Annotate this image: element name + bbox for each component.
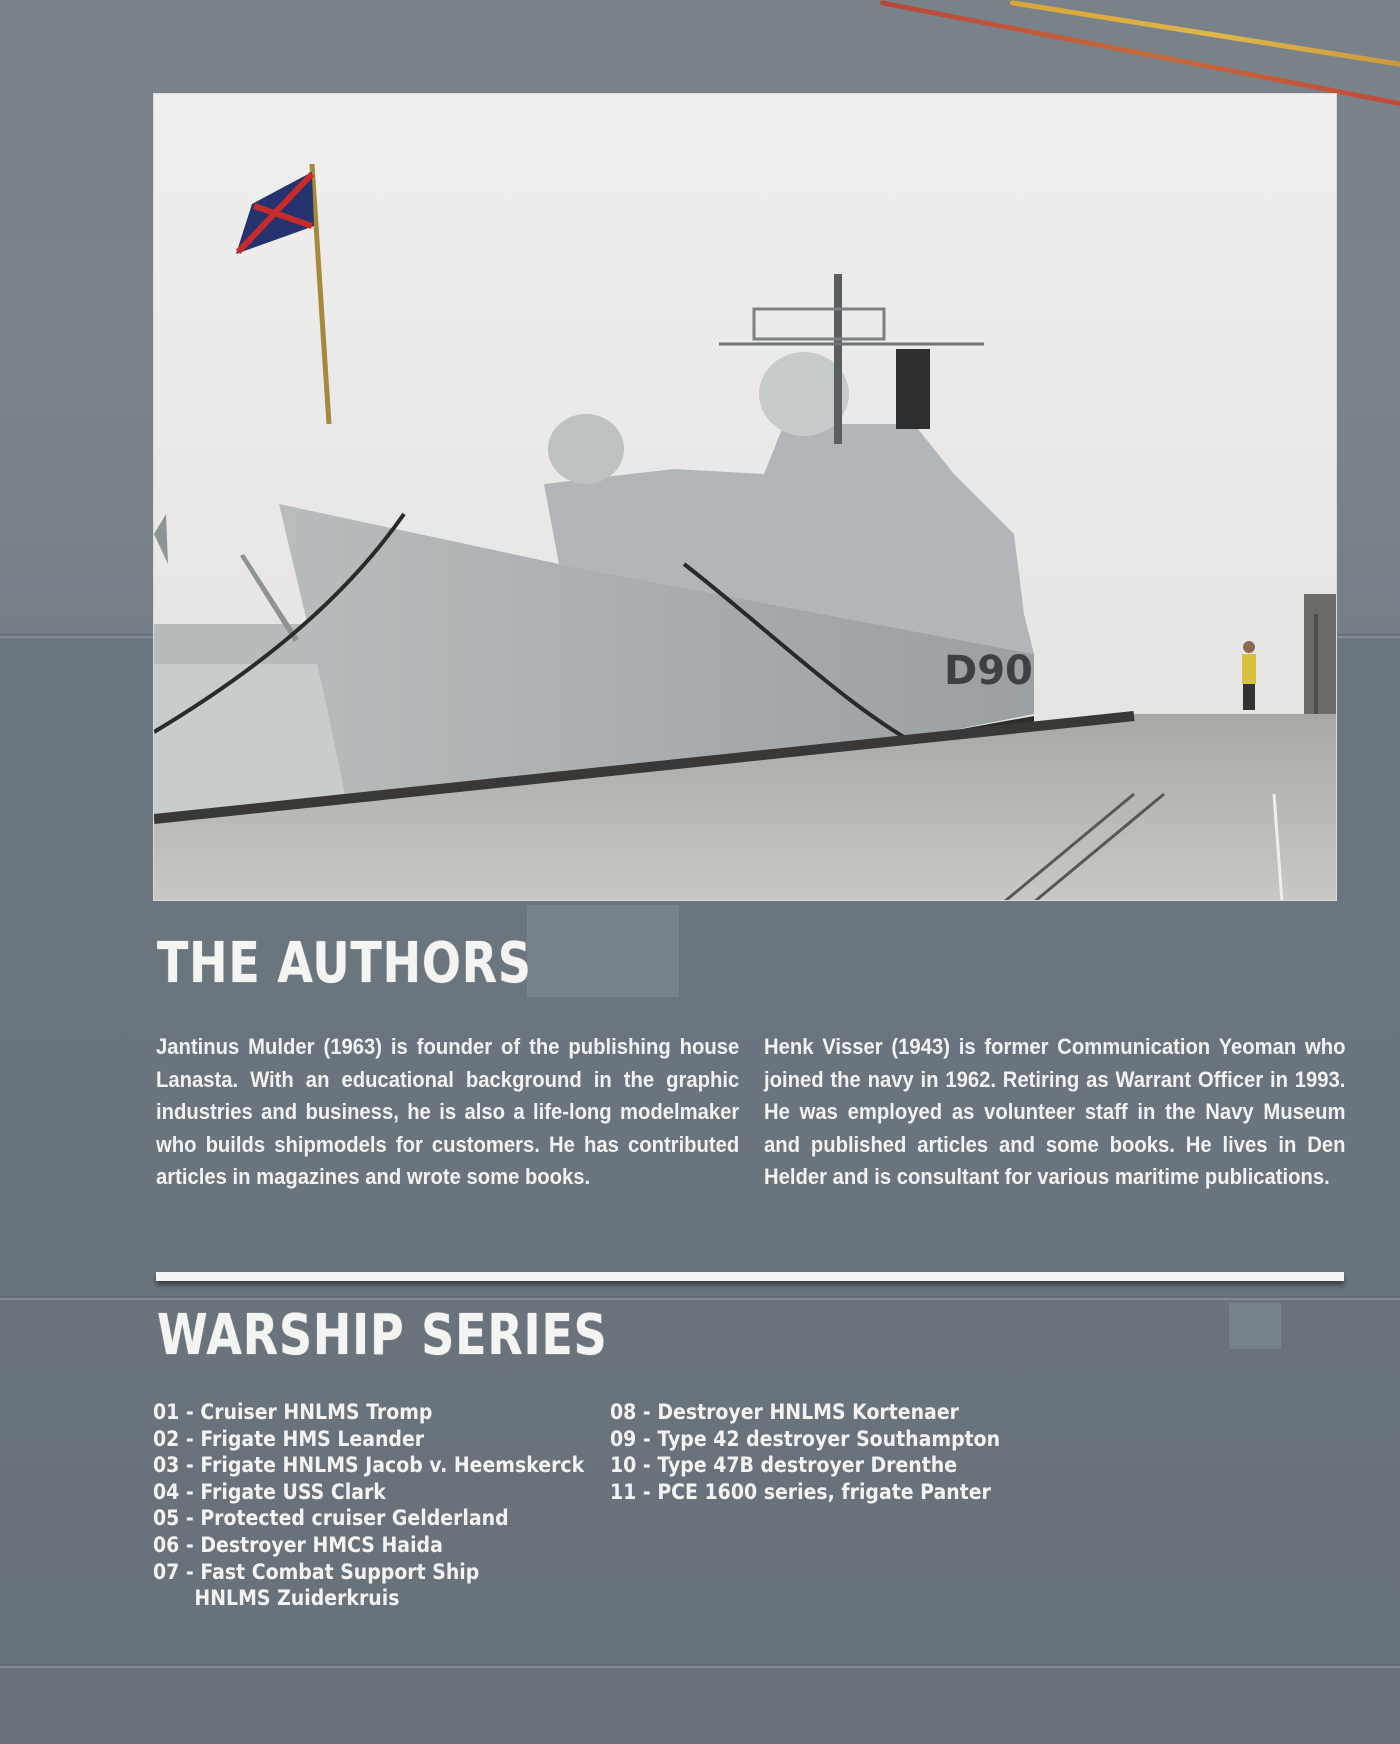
hull-number: D90 [944,648,1033,694]
paint-patch [527,905,679,997]
series-list-left [153,1399,584,1612]
series-list-right [610,1399,1000,1505]
list-item: 04 - Frigate USS Clark [153,1479,386,1504]
list-item: 01 - Cruiser HNLMS Tromp [153,1400,433,1424]
plate-seam [0,1296,1400,1300]
authors-heading: THE AUTHORS [157,931,532,996]
list-item: 09 - Type 42 destroyer Southampton [610,1426,1001,1451]
list-item: 08 - Destroyer HNLMS Kortenaer [610,1400,959,1424]
list-item: 03 - Frigate HNLMS Jacob v. Heemskerck [153,1453,585,1478]
list-item: 02 - Frigate HMS Leander [153,1426,425,1451]
plate-seam [0,1664,1400,1668]
list-item: 06 - Destroyer HMCS Haida [153,1532,443,1557]
destroyer-photo [153,93,1337,901]
author-bio-visser: Henk Visser (1943) is former Communication Yeoman who joined the navy in 1962. Retiring as Warrant Officer in 1993. He was employed as volunteer staff in the Navy Museum and published articles and some books. He lives in Den Helder and is consultant for various maritime publications. [764,1034,1346,1189]
list-item: 07 - Fast Combat Support Ship HNLMS Zuiderkruis [153,1559,480,1611]
series-heading: WARSHIP SERIES [157,1303,608,1368]
section-divider [156,1272,1344,1281]
author-bio-mulder: Jantinus Mulder (1963) is founder of the publishing house Lanasta. With an educational background in the graphic industries and business, he is also a life-long modelmaker who builds shipmodels for customers. He has contributed articles in magazines and wrote some books. [156,1034,740,1189]
paint-patch [1229,1303,1281,1349]
list-item: 05 - Protected cruiser Gelderland [153,1506,509,1531]
list-item: 11 - PCE 1600 series, frigate Panter [610,1479,991,1504]
list-item: 10 - Type 47B destroyer Drenthe [610,1453,958,1478]
